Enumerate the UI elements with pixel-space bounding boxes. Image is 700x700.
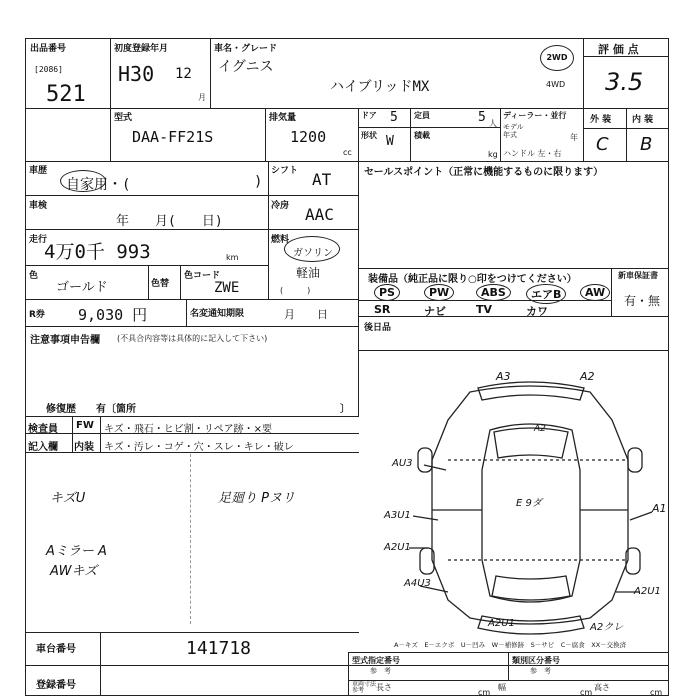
- shift-value: AT: [312, 170, 332, 189]
- fuel-label: 燃料: [271, 235, 290, 245]
- meigi-label: 名変通知期限: [190, 309, 245, 319]
- chassis-number: 141718: [186, 638, 252, 659]
- fuel-paren: ( ): [280, 286, 311, 295]
- height-cm: cm: [650, 688, 663, 697]
- damage-a2u1-right: A2U1: [634, 586, 661, 597]
- history-paren: ): [254, 174, 263, 190]
- damage-a2-kure: A2クレ: [590, 622, 624, 633]
- recycle-label: R券: [29, 310, 45, 320]
- score-value: 3.5: [605, 68, 644, 96]
- interior-grade: B: [640, 134, 653, 155]
- model-grade-label: 車名・グレード: [214, 44, 278, 54]
- history-label: 車歴: [29, 166, 48, 176]
- type-cert-label: 型式指定番号: [352, 656, 400, 665]
- equipment-item: AW: [580, 284, 610, 301]
- handle-label: ハンドル 左・右: [503, 149, 562, 158]
- mileage-label: 走行: [29, 235, 48, 245]
- chassis-label: 車台番号: [36, 644, 76, 655]
- handwritten-note-3: Aミラー A: [46, 544, 107, 559]
- capacity-unit: 人: [489, 119, 497, 128]
- drive-2wd: 2WD: [540, 45, 574, 71]
- shape-value: W: [386, 134, 394, 149]
- damage-legend: A－キズ E－エクボ U－凹み W－補修跡 S－サビ C－腐食 XX－交換済: [394, 641, 627, 649]
- color-code-value: ZWE: [214, 280, 240, 296]
- shift-label: シフト: [271, 166, 299, 176]
- doors-label: ドア: [361, 111, 377, 120]
- notice-label: 注意事項申告欄: [30, 335, 100, 346]
- score-label: 評 価 点: [598, 43, 639, 56]
- repair-label: 修復歴 有〔箇所: [46, 404, 136, 415]
- kg-unit: kg: [488, 150, 498, 159]
- interior-insp-items: キズ・汚レ・コゲ・穴・スレ・キレ・破レ: [104, 442, 294, 453]
- damage-a4u3: A4U3: [404, 578, 431, 589]
- shaken-label: 車検: [29, 201, 48, 211]
- capacity-value: 5: [478, 110, 486, 125]
- displacement-value: 1200: [290, 128, 327, 146]
- damage-au3: AU3: [392, 458, 413, 469]
- fuel-diesel: 軽油: [296, 266, 321, 280]
- dealer-label: ディーラー・並行: [503, 111, 567, 120]
- height-label: 高さ: [594, 683, 610, 692]
- type-value: DAA-FF21S: [132, 128, 214, 146]
- doors-value: 5: [390, 110, 398, 125]
- warranty-value: 有・無: [624, 294, 661, 308]
- registration-label: 登録番号: [36, 680, 76, 691]
- ac-value: AAC: [305, 205, 334, 224]
- fuel-gasoline: ガソリン: [293, 248, 333, 259]
- damage-a2-roof: A2: [534, 424, 546, 434]
- type-label: 型式: [114, 113, 133, 123]
- color-value: ゴールド: [56, 280, 108, 295]
- fw-label: FW: [76, 420, 94, 431]
- damage-a2u1-bottom: A2U1: [488, 618, 515, 629]
- notes-label: 記入欄: [28, 442, 58, 453]
- equipment-item: ABS: [476, 284, 511, 301]
- lot-label: 出品番号: [30, 44, 67, 54]
- shape-label: 形状: [361, 131, 377, 140]
- color-change-label: 色替: [151, 279, 170, 289]
- reg-year: H30: [118, 62, 155, 86]
- capacity-label: 定員: [414, 111, 430, 120]
- exterior-label: 外 装: [590, 115, 612, 125]
- exterior-grade: C: [596, 134, 609, 155]
- damage-a2u1-left: A2U1: [384, 542, 411, 553]
- type-cert-sub: 参 考: [370, 667, 391, 675]
- width-label: 幅: [498, 683, 506, 692]
- car-name: イグニス: [218, 59, 274, 75]
- model-year-label: モデル 年式: [503, 123, 524, 139]
- grade: ハイブリッドMX: [330, 79, 430, 95]
- warranty-label: 新車保証書: [618, 271, 658, 280]
- length-label: 長さ: [376, 683, 392, 692]
- width-cm: cm: [580, 688, 593, 697]
- year-unit: 年: [570, 133, 578, 142]
- damage-a2-front: A2: [580, 370, 595, 383]
- mileage-value: 4万0千 993: [44, 241, 151, 263]
- damage-a3-front: A3: [496, 370, 511, 383]
- meigi-value: 月 日: [284, 308, 328, 321]
- notice-sub: (不具合内容等は具体的に記入して下さい): [117, 334, 268, 343]
- damage-e-roof: E 9ダ: [516, 498, 542, 509]
- color-code-label: 色コード: [184, 271, 221, 281]
- shaken-value: 年 月( 日): [116, 214, 223, 229]
- equipment-item: TV: [476, 303, 493, 316]
- damage-a3u1: A3U1: [384, 510, 411, 521]
- fw-items: キズ・飛石・ヒビ割・リペア跡・×要: [104, 424, 272, 435]
- category-num-sub: 参 考: [530, 667, 551, 675]
- month-unit: 月: [198, 93, 206, 102]
- handwritten-note-2: 足廻り Pヌリ: [218, 491, 295, 506]
- equipment-item: SR: [374, 303, 391, 316]
- lot-code: [2086]: [34, 65, 63, 74]
- first-reg-label: 初度登録年月: [114, 44, 169, 54]
- history-value: 自家用・(: [66, 177, 131, 193]
- equipment-item: エアB: [526, 284, 566, 304]
- lot-number: 521: [46, 82, 86, 107]
- damage-a1: A1: [652, 502, 667, 515]
- equipment-label: 装備品（純正品に限り○印をつけてください）: [368, 274, 577, 285]
- drive-4wd: 4WD: [546, 80, 566, 89]
- equipment-item: PW: [424, 284, 454, 301]
- inspector-label: 検査員: [28, 424, 58, 435]
- handwritten-note-4: AWキズ: [50, 564, 98, 579]
- rear-items-label: 後日品: [364, 323, 392, 333]
- length-cm: cm: [478, 688, 491, 697]
- category-num-label: 類別区分番号: [512, 656, 560, 665]
- ac-label: 冷房: [271, 201, 290, 211]
- dimensions-ref: 車両寸法 参考: [352, 681, 377, 694]
- interior-label: 内 装: [632, 115, 654, 125]
- recycle-value: 9,030 円: [78, 306, 148, 324]
- load-label: 積載: [414, 131, 430, 140]
- interior-insp-label: 内装: [74, 442, 94, 453]
- equipment-item: ナビ: [424, 305, 446, 318]
- cc-unit: cc: [343, 148, 352, 157]
- reg-month: 12: [175, 66, 192, 82]
- km-unit: km: [226, 253, 239, 262]
- sales-point-label: セールスポイント（正常に機能するものに限ります）: [364, 167, 604, 178]
- handwritten-note-1: キズU: [50, 491, 86, 506]
- equipment-item: カワ: [526, 305, 548, 318]
- repair-close: 〕: [340, 404, 350, 415]
- equipment-item: PS: [374, 284, 400, 301]
- displacement-label: 排気量: [269, 113, 297, 123]
- color-label: 色: [29, 271, 39, 281]
